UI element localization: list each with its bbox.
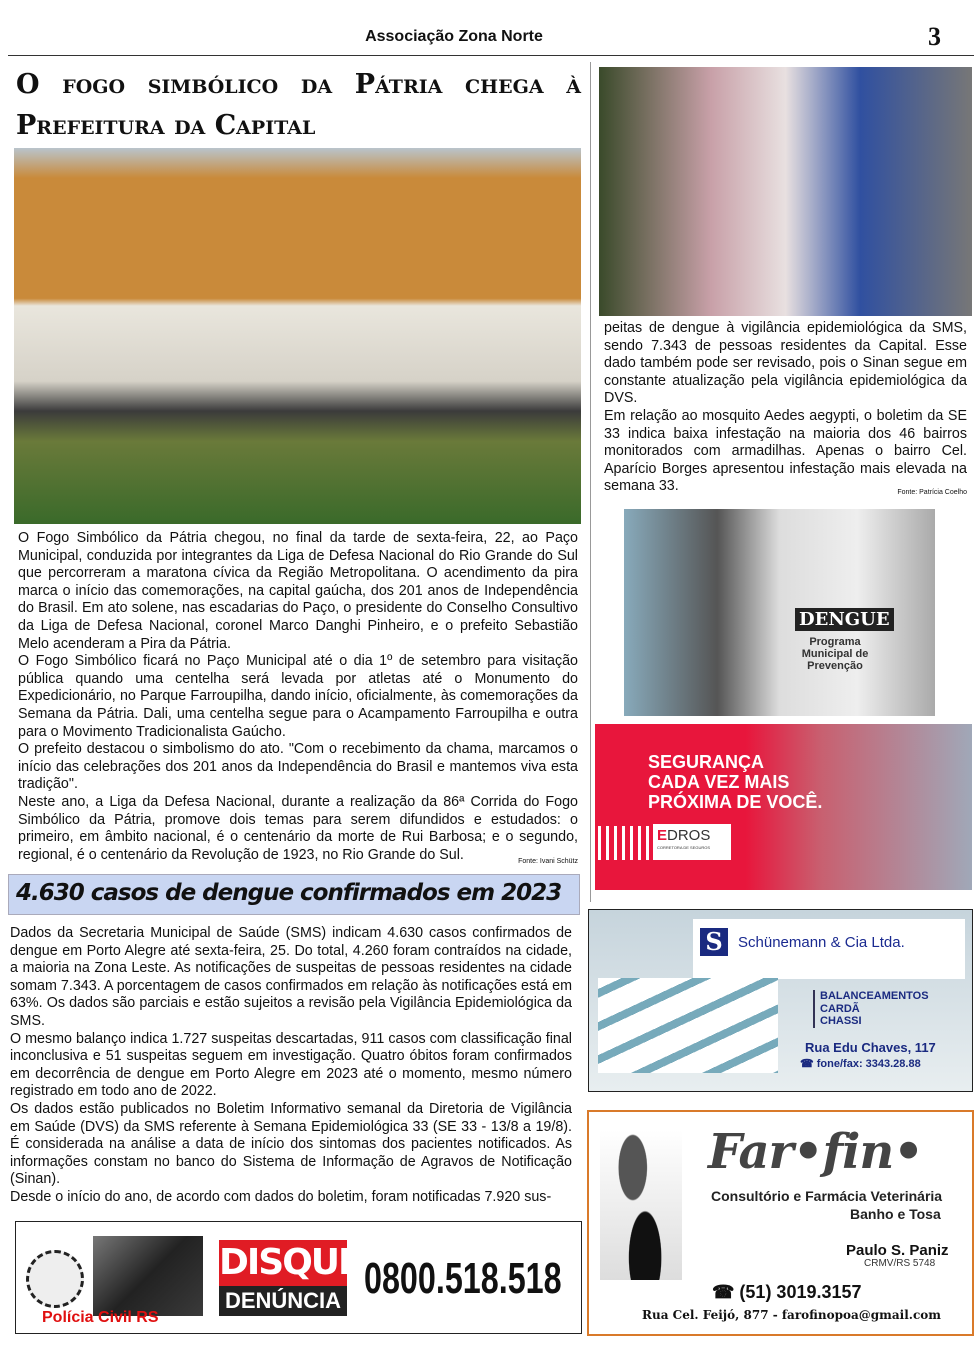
paragraph: Em relação ao mosquito Aedes aegypti, o boletim da SE 33 indica baixa infestação na maioria dos 46 bairros monitorados com armadilhas. Apenas o bairro Cel. Aparício Borges apresentou infestação mais elevada na semana 33. (604, 407, 967, 495)
logo-e: E (657, 827, 668, 844)
column-divider (590, 62, 591, 902)
phone-icon: ☎ (800, 1058, 817, 1070)
headline-line: SEGURANÇA (648, 752, 765, 772)
paragraph: Desde o início do ano, de acordo com dados do boletim, foram notificadas 7.920 sus- (10, 1188, 552, 1205)
faro-subtitle: Consultório e Farmácia Veterinária (711, 1188, 943, 1204)
vest-label: DENGUE (795, 608, 894, 631)
paragraph: Neste ano, a Liga da Defesa Nacional, durante a realização da 86ª Corrida do Fogo Simbólico da Pátria, promove dois temas para serem difundidos e estudados: o primeiro, em âmbito nacional, é o centenário da morte de Rui Barbosa; e o segundo, regional, é o centenário da Revolução de 1923, no Rio Grande do Sul. (18, 793, 578, 863)
page-number: 3 (928, 22, 941, 51)
fogo-simbolico-photo (14, 148, 581, 524)
logo-rest: DROS (667, 827, 711, 844)
article2-continued (604, 320, 967, 502)
driveshafts-image (598, 978, 778, 1073)
disque-text: DISQUE (219, 1240, 347, 1286)
paragraph: O Fogo Simbólico da Pátria chegou, no final da tarde de sexta-feira, 22, ao Paço Municipal, conduzida por integrantes da Liga de Defesa Nacional do Rio Grande do Sul que percorreram a maratona cívica da Região Metropolitana. O acendimento da pira marca o início das comemorações, na capital gaúcha, dos 201 anos de Independência do Brasil. Em ato solene, nas escadarias do Paço, o presidente do Conselho Consultivo da Liga de Defesa Nacional, coronel Marco Danghi Pinheiro, e o prefeito Sebastião Melo acenderam a Pira da Pátria. (18, 530, 578, 652)
logo-sub: CORRETORA DE SEGUROS (657, 845, 711, 850)
header-divider (8, 55, 974, 56)
service: CARDÃ (820, 1002, 860, 1015)
paragraph: peitas de dengue à vigilância epidemiológica da SMS, sendo 7.343 de pessoas residentes da Capital. Esse dado também pode ser revisado, pois o Sinan segue em constante atualização pela vigilância epidemiológica da DVS. (604, 320, 967, 407)
faro-vet-name: Paulo S. Paniz (846, 1242, 949, 1259)
service: CHASSI (820, 1015, 862, 1027)
headline-line: CADA VEZ MAIS (648, 772, 790, 792)
article1-title-line1: O fogo simbólico da Pátria chega à (16, 69, 581, 100)
article2-body (10, 925, 572, 1207)
paragraph: O Fogo Simbólico ficará no Paço Municipal até o dia 1º de setembro para visitação pública quando uma centelha será levada por atletas até o Monumento do Expedicionário, no Parque Farroupilha, dando início, oficialmente, às comemorações da Semana da Pátria. Dali, uma centelha segue para o Acampamento Farroupilha e outra para o Movimento Tradicionalista Gaúcho. (18, 653, 578, 740)
disque-phone: 0800.518.518 (364, 1254, 562, 1304)
paragraph: O prefeito destacou o simbolismo do ato. "Com o recebimento da chama, marcamos o início das celebrações dos 201 anos da Independência do Brasil e mantemos viva esta tradição". (18, 741, 578, 793)
schu-phone (800, 1057, 921, 1070)
edros-logo (653, 824, 731, 860)
denuncia-text: DENÚNCIA (219, 1286, 347, 1316)
schu-name: Schünemann & Cia Ltda. (738, 934, 905, 951)
paragraph: O mesmo balanço indica 1.727 suspeitas descartadas, 911 casos com classificação final inconclusiva e 51 suspeitas seguem em investigação. Quatro óbitos foram confirmados em decorrência de dengue em Porto Alegre em 2023 até o momento, mesmo número registrado em todo ano de 2022. (10, 1030, 572, 1100)
photo-source: Fonte: Patrícia Coelho (897, 489, 967, 497)
police-label: Polícia Civil RS (42, 1309, 159, 1326)
article1-body (18, 530, 578, 870)
edros-headline (648, 752, 822, 812)
phone-text: fone/fax: 3343.28.88 (816, 1058, 921, 1070)
faro-phone (712, 1282, 862, 1303)
schu-services (813, 990, 929, 1028)
phone-icon: ☎ (712, 1282, 740, 1302)
edros-stripes (598, 826, 650, 860)
headline-line: PRÓXIMA DE VOCÊ. (648, 792, 823, 812)
disque-denuncia-logo (219, 1240, 361, 1316)
faro-subtitle2: Banho e Tosa (850, 1206, 941, 1222)
service: BALANCEAMENTOS (820, 990, 929, 1002)
phone-text: (51) 3019.3157 (739, 1282, 862, 1302)
vest-sublabel: Programa Municipal de Prevenção (801, 636, 869, 672)
police-photo (93, 1236, 203, 1316)
photo-source: Fonte: Ivani Schütz (518, 857, 578, 865)
police-seal-icon (26, 1250, 84, 1308)
dengue-spraying-photo (599, 67, 972, 316)
schu-logo: S (700, 928, 728, 956)
schu-address: Rua Edu Chaves, 117 (805, 1040, 936, 1055)
article2-title: 4.630 casos de dengue confirmados em 2023 (16, 880, 562, 906)
paragraph: Os dados estão publicados no Boletim Informativo semanal da Diretoria de Vigilância em Saúde (DVS) da SMS referente à Semana Epidemiológica 33 (SE 33 - 13/8 a 19/8). É considerada na análise a data de início dos sintomas dos pacientes notificados. As informações constam no banco do Sistema de Informação de Agravos de Notificação (Sinan). (10, 1100, 572, 1188)
article1-title-line2: Prefeitura da Capital (16, 110, 316, 141)
paragraph: Dados da Secretaria Municipal de Saúde (SMS) indicam 4.630 casos confirmados de dengue em Porto Alegre até sexta-feira, 25. Do total, 4.260 foram contraídos na cidade, a maioria na Zona Leste. As notificações de suspeitas de pessoas residentes na cidade somam 7.343. A porcentagem de casos confirmados em relação às notificações está em 63%. Os dados são parciais e estão sujeitos a revisão pela Vigilância Epidemiológica da SMS. (10, 925, 572, 1029)
dog-illustration (600, 1130, 682, 1280)
newspaper-name: Associação Zona Norte (365, 28, 543, 45)
faro-crmv: CRMV/RS 5748 (864, 1258, 936, 1269)
faro-address: Rua Cel. Feijó, 877 - farofinopoa@gmail.com (642, 1308, 941, 1322)
farofino-logo: Far•fin• (708, 1124, 923, 1180)
